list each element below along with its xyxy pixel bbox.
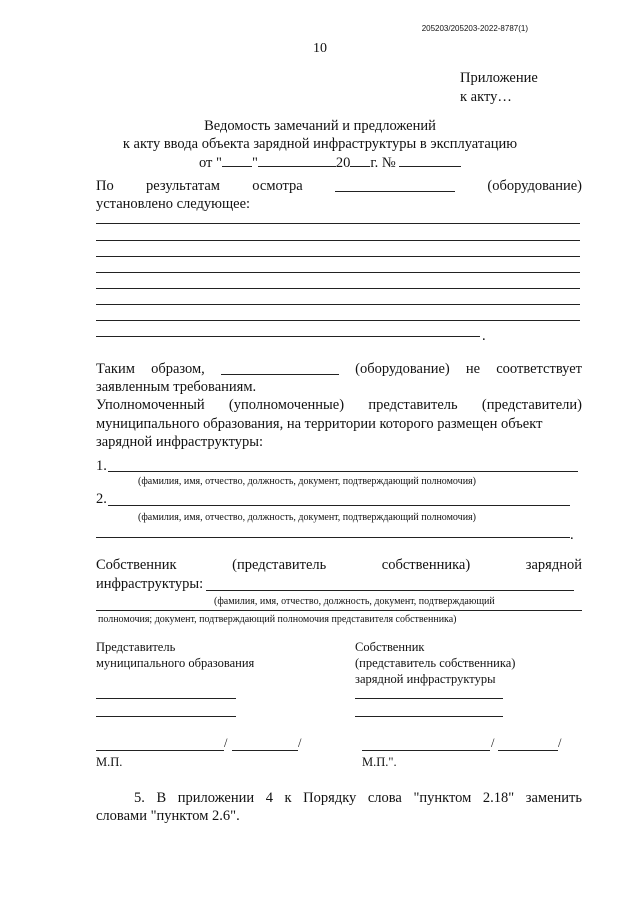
word: результатам	[146, 178, 220, 194]
conclusion-line-2: заявленным требованиям.	[96, 379, 257, 395]
word: Порядку	[303, 790, 357, 806]
year-prefix: 20	[335, 155, 351, 171]
title-line-1: Ведомость замечаний и предложений	[204, 118, 436, 134]
word: Таким	[96, 361, 135, 377]
number-label: г. №	[370, 155, 396, 171]
word: Собственник	[96, 557, 177, 573]
clause-5-line-2: словами "пунктом 2.6".	[96, 808, 240, 824]
representative-2-line	[108, 505, 570, 506]
act-number-blank	[399, 153, 461, 167]
word: По	[96, 178, 114, 194]
signature-left-title-2: муниципального образования	[96, 656, 255, 670]
signature-right-sign-line	[362, 750, 490, 751]
document-reference: 205203/205203-2022-8787(1)	[421, 24, 528, 33]
findings-line	[96, 256, 580, 257]
signature-right-line	[355, 698, 503, 699]
equipment-blank	[335, 178, 455, 192]
owner-caption-rule	[96, 610, 582, 611]
word: (представитель	[232, 557, 327, 573]
word: В	[156, 790, 167, 806]
representative-extra-line	[96, 537, 570, 538]
signature-left-title-1: Представитель	[96, 640, 176, 654]
word: слова	[367, 790, 402, 806]
date-quote: "	[251, 155, 258, 171]
month-blank	[258, 153, 336, 167]
word: образом,	[151, 361, 205, 377]
signature-left-slash: /	[298, 736, 302, 750]
title-line-2: к акту ввода объекта зарядной инфраструктуры в эксплуатацию	[122, 136, 518, 152]
signature-left-slash: /	[224, 736, 228, 750]
signature-left-name-line	[232, 750, 298, 751]
word: к	[284, 790, 292, 806]
representative-line-3: зарядной инфраструктуры:	[96, 434, 263, 450]
findings-line	[96, 304, 580, 305]
word: представитель	[368, 397, 458, 413]
appendix-reference: к акту…	[460, 89, 512, 105]
word: (представители)	[481, 397, 582, 413]
representative-line-2: муниципального образования, на территории которого размещен объект	[96, 416, 543, 432]
findings-period: .	[482, 328, 486, 344]
findings-line	[96, 223, 580, 224]
word: приложении	[177, 790, 255, 806]
signature-right-title-2: (представитель собственника)	[355, 656, 516, 670]
findings-line	[96, 288, 580, 289]
date-prefix: от "	[199, 155, 222, 171]
equipment-label: (оборудование)	[487, 178, 582, 194]
word: осмотра	[252, 178, 303, 194]
stamp-place-left: М.П.	[96, 755, 123, 769]
inspection-line-2: установлено следующее:	[96, 196, 251, 212]
page-number: 10	[313, 41, 327, 56]
representative-1-caption: (фамилия, имя, отчество, должность, документ, подтверждающий полномочия)	[138, 476, 476, 487]
word: (уполномоченные)	[228, 397, 345, 413]
inspection-line-1	[96, 178, 582, 195]
signature-left-line	[96, 698, 236, 699]
signature-right-title-1: Собственник	[355, 640, 425, 654]
signature-right-title-3: зарядной инфраструктуры	[355, 672, 496, 686]
equipment-blank	[221, 361, 339, 375]
signature-right-slash: /	[558, 736, 562, 750]
clause-5-line-1	[134, 790, 582, 807]
signature-left-sign-line	[96, 750, 224, 751]
word: собственника)	[381, 557, 471, 573]
word: "пунктом	[413, 790, 472, 806]
findings-line	[96, 272, 580, 273]
day-blank	[222, 153, 252, 167]
title-date-line	[199, 153, 461, 172]
findings-line	[96, 320, 580, 321]
appendix-label: Приложение	[460, 70, 538, 86]
signature-right-name-line	[498, 750, 558, 751]
word: заменить	[525, 790, 582, 806]
representative-2-caption: (фамилия, имя, отчество, должность, документ, подтверждающий полномочия)	[138, 512, 476, 523]
word: 4	[265, 790, 273, 806]
representative-number-2: 2.	[96, 491, 107, 507]
owner-caption-2: полномочия; документ, подтверждающий полномочия представителя собственника)	[98, 614, 457, 625]
word: не	[465, 361, 481, 377]
owner-caption-1: (фамилия, имя, отчество, должность, документ, подтверждающий	[214, 596, 495, 607]
signature-left-line	[96, 716, 236, 717]
signature-right-line	[355, 716, 503, 717]
representative-line-1	[96, 397, 582, 414]
representative-period: .	[570, 527, 574, 543]
representative-number-1: 1.	[96, 458, 107, 474]
owner-line-1	[96, 557, 582, 574]
signature-right-slash: /	[491, 736, 495, 750]
year-blank	[350, 153, 370, 167]
owner-name-line	[206, 590, 574, 591]
findings-line	[96, 240, 580, 241]
word: 2.18"	[482, 790, 515, 806]
word: соответствует	[496, 361, 582, 377]
findings-line	[96, 336, 480, 337]
word: Уполномоченный	[96, 397, 205, 413]
word: зарядной	[525, 557, 582, 573]
owner-line-2: инфраструктуры:	[96, 576, 204, 592]
conclusion-line-1	[96, 361, 582, 378]
stamp-place-right: М.П.".	[362, 755, 397, 769]
word: 5.	[134, 790, 145, 806]
representative-1-line	[108, 471, 578, 472]
equipment-label: (оборудование)	[355, 361, 450, 377]
